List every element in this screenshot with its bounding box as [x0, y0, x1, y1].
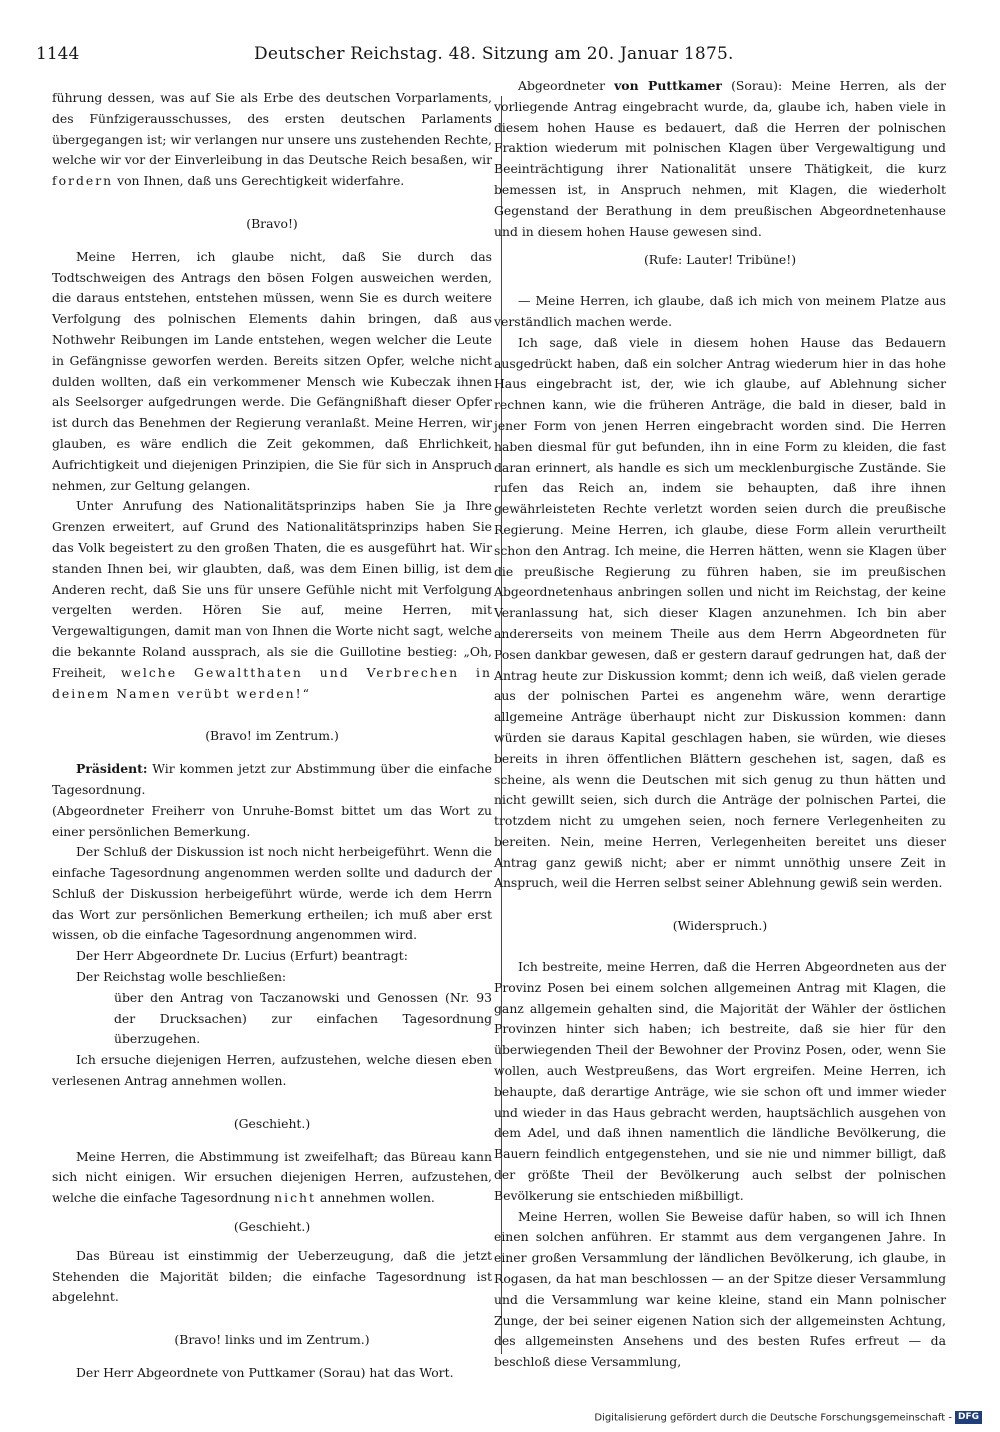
footer-credit: [594, 1411, 982, 1424]
paragraph-text: Wir kommen jetzt zur Abstimmung über die einfache Tagesordnung.: [52, 761, 492, 797]
paragraph: Meine Herren, ich glaube nicht, daß Sie durch das Todtschweigen des Antrags den bösen Folgen ausweichen werden, die daraus entstehen, entstehen müssen, wenn Sie es durch weitere Verfolgung des polnischen Elements dahin bringen, daß aus Nothwehr Reibungen im Lande entstehen, wegen welcher die Leute in Gefängnisse geworfen werden. Bereits sitzen Opfer, welche nicht dulden wollten, daß ein verkommener Mensch wie Kubeczak ihnen als Seelsorger aufgedrungen werde. Die Gefängnißhaft dieser Opfer ist durch das Benehmen der Regierung veranlaßt. Meine Herren, wir glauben, es wäre endlich die Zeit gekommen, daß Ehrlichkeit, Aufrichtigkeit und diejenigen Prinzipien, die Sie für sich in Anspruch nehmen, zur Geltung gelangen.: [52, 248, 492, 493]
spaced-emphasis: nicht: [274, 1190, 316, 1206]
paragraph-text: Unter Anrufung des Nationalitätsprinzips haben Sie ja Ihre Grenzen erweitert, auf Grund des Nationalitätsprinzips haben Sie das Volk begeistert zu den großen Thaten, die es ausgeführt hat. Wir standen Ihnen bei, wir glaubten, daß, was dem Einen billig, ist dem Anderen recht, daß Sie uns für unsere Gefühle nicht mit Verfolgung vergelten werden. Hören Sie auf, meine Herren, mit Vergewaltigungen, damit man von Ihnen die Worte nicht sagt, welche die bekannte Roland aussprach, als sie die Guillotine bestieg: „Oh, Freiheit,: [52, 498, 492, 680]
dfg-logo: DFG: [955, 1411, 982, 1424]
paragraph: Meine Herren, wollen Sie Beweise dafür haben, so will ich Ihnen einen solchen anführen. Er stammt aus dem vergangenen Jahre. In einer großen Versammlung der ländlichen Bevölkerung, ich glaube, in Rogasen, da hat man beschlossen — an der Spitze dieser Versammlung und die Versammlung war keine kleine, stand ein Mann polnischer Zunge, der bei seiner eigenen Nation sich der allgemeinsten Achtung, des allgemeinsten Ansehens und des besten Rufes erfreut — da beschloß diese Versammlung,: [494, 1208, 946, 1370]
spaced-emphasis: fordern: [52, 173, 114, 189]
paragraph: [494, 76, 946, 242]
interjection: (Bravo! im Zentrum.): [205, 728, 339, 744]
paragraph: Ich bestreite, meine Herren, daß die Herren Abgeordneten aus der Provinz Posen bei einem solchen allgemeinen Antrag mit Klagen, die ganz allgemein gehalten sind, die Majorität der Wähler der östlichen Provinzen hinter sich haben; ich bestreite, daß sie hier für den überwiegenden Theil der Bewohner der Provinz Posen, oder, wenn Sie wollen, auch Westpreußens, das Wort ergreifen. Meine Herren, ich behaupte, daß derartige Anträge, wie sie schon oft und immer wieder und wieder in das Haus gebracht werden, hauptsächlich ausgehen von dem Adel, und daß ihnen namentlich die ländliche Bevölkerung, die Bauern feindlich entgegenstehen, und sie nie und nimmer billigt, daß der größte Theil der Bevölkerung auch selbst der polnischen Bevölkerung sie entschieden mißbilligt.: [494, 959, 946, 1203]
interjection: (Bravo! links und im Zentrum.): [174, 1332, 370, 1348]
paragraph: Der Schluß der Diskussion ist noch nicht herbeigeführt. Wenn die einfache Tagesordnung angenommen werden sollte und dadurch der Schluß der Diskussion herbeigeführt würde, werde ich dem Herrn das Wort zur persönlichen Bemerkung ertheilen; ich muß aber erst wissen, ob die einfache Tagesordnung angenommen wird.: [52, 844, 492, 943]
paragraph: Der Herr Abgeordnete Dr. Lucius (Erfurt) beantragt:: [76, 948, 408, 964]
paragraph-text: Meine Herren, die Abstimmung ist zweifelhaft; das Büreau kann sich nicht einigen. Wir ersuchen diejenigen Herren, aufzustehen, welche die einfache Tagesordnung: [52, 1148, 492, 1206]
paragraph: Das Büreau ist einstimmig der Ueberzeugung, daß die jetzt Stehenden die Majorität bilden; die einfache Tagesordnung ist abgelehnt.: [52, 1247, 492, 1305]
paragraph: Ich sage, daß viele in diesem hohen Hause das Bedauern ausgedrückt haben, daß ein solcher Antrag wiederum hier in das hohe Haus eingebracht ist, der, wie ich glaube, auf Ablehnung sicher rechnen kann, wie die früheren Anträge, die bald in dieser, bald in jener Form von jenen Herren eingebracht worden sind. Die Herren haben diesmal für gut befunden, ihn in eine Form zu kleiden, die fast daran erinnert, als handle es sich um mecklenburgische Zustände. Sie rufen das Reich an, indem sie behaupten, daß ihre ihnen gewährleisteten Rechte verletzt worden seien durch die preußische Regierung. Meine Herren, ich glaube, diese Form allein verurtheilt schon den Antrag. Ich meine, die Herren hätten, wenn sie Klagen über die preußische Regierung zu führen haben, sie im preußischen Abgeordnetenhaus anbringen sollen und nicht im Reichstag, der keine Veranlassung hat, sich dieser Klagen anzunehmen. Ich bin aber andererseits von meinem Theile aus dem Herrn Abgeordneten für Posen dankbar gewesen, daß er gestern darauf gedrungen hat, daß der Antrag heute zur Diskussion kommt; denn ich weiß, daß vielen gerade aus der polnischen Partei es angenehm wäre, wenn derartige allgemeine Anträge überhaupt nicht zur Diskussion kommen: dann würden sie daraus Kapital geschlagen haben, sie würden, wie dieses bereits in ihren öffentlichen Blättern geschehen ist, sagen, daß es scheine, als wenn die Deutschen mit sich genug zu thun hätten und nicht gewillt seien, sich durch die Anträge der polnischen Partei, die trotzdem nicht zu umgehen seien, noch fernere Verlegenheiten zu bereiten. Nein, meine Herren, Verlegenheiten bereitet uns dieser Antrag ganz gewiß nicht; aber er nimmt unnöthig unsere Zeit in Anspruch, weil die Herren selbst seiner Ablehnung gewiß sein werden.: [494, 334, 946, 891]
page-number: 1144: [36, 44, 80, 64]
paragraph: [52, 88, 492, 192]
motion-text: über den Antrag von Taczanowski und Genossen (Nr. 93 der Drucksachen) zur einfachen Tagesordnung überzugehen.: [114, 989, 492, 1047]
interjection: (Rufe: Lauter! Tribüne!): [643, 252, 797, 268]
page-header: [36, 40, 976, 70]
right-column: [494, 76, 946, 1373]
paragraph: [52, 496, 492, 704]
paragraph: Ich ersuche diejenigen Herren, aufzustehen, welche diesen eben verlesenen Antrag annehmen wollen.: [52, 1052, 492, 1089]
speaker-prefix: Abgeordneter: [518, 78, 606, 93]
paragraph-text: führung dessen, was auf Sie als Erbe des deutschen Vorparlaments, des Fünfzigerausschusses, des ersten deutschen Parlaments übergegangen ist; wir verlangen nur unsere uns zustehenden Rechte, welche wir vor der Einverleibung in das Deutsche Reich besaßen, wir: [52, 90, 492, 168]
paragraph: Der Herr Abgeordnete von Puttkamer (Sorau) hat das Wort.: [76, 1365, 454, 1381]
paragraph: — Meine Herren, ich glaube, daß ich mich von meinem Platze aus verständlich machen werde.: [494, 293, 946, 329]
interjection: (Geschieht.): [233, 1219, 311, 1235]
interjection: (Widerspruch.): [672, 918, 768, 934]
speaker-suffix: (Sorau):: [731, 78, 783, 93]
running-title: Deutscher Reichstag. 48. Sitzung am 20. Januar 1875.: [254, 44, 734, 64]
paragraph: [52, 759, 492, 801]
paragraph-text: annehmen wollen.: [319, 1190, 435, 1206]
paragraph: Der Reichstag wolle beschließen:: [76, 969, 287, 985]
left-column: [52, 88, 492, 1384]
interjection: (Geschieht.): [233, 1115, 311, 1131]
paragraph: [52, 1147, 492, 1209]
spaced-emphasis: welche Gewaltthaten und Verbrechen in deinem Namen verübt werden!“: [52, 664, 492, 701]
interjection: (Bravo!): [246, 215, 298, 231]
paragraph-text: von Ihnen, daß uns Gerechtigkeit widerfahre.: [117, 173, 405, 189]
interjection: (Abgeordneter Freiherr von Unruhe-Bomst bittet um das Wort zu einer persönlichen Bemerkung.: [52, 802, 492, 839]
paragraph-text: Meine Herren, als der vorliegende Antrag eingebracht wurde, da, glaube ich, haben viele in diesem hohen Hause es bedauert, daß die Herren der polnischen Fraktion wiederum mit polnischen Klagen über Vergewaltigung und Beeinträchtigung ihrer Nationalität unsere Thätigkeit, die kurz bemessen ist, in Anspruch nehmen, mit Klagen, die wiederholt Gegenstand der Berathung in dem preußischen Abgeordnetenhause und in diesem hohen Hause gewesen sind.: [494, 78, 946, 239]
footer-text: Digitalisierung gefördert durch die Deutsche Forschungsgemeinschaft -: [594, 1412, 952, 1424]
speaker-label: Präsident:: [76, 761, 148, 777]
speaker-name: von Puttkamer: [614, 78, 722, 93]
